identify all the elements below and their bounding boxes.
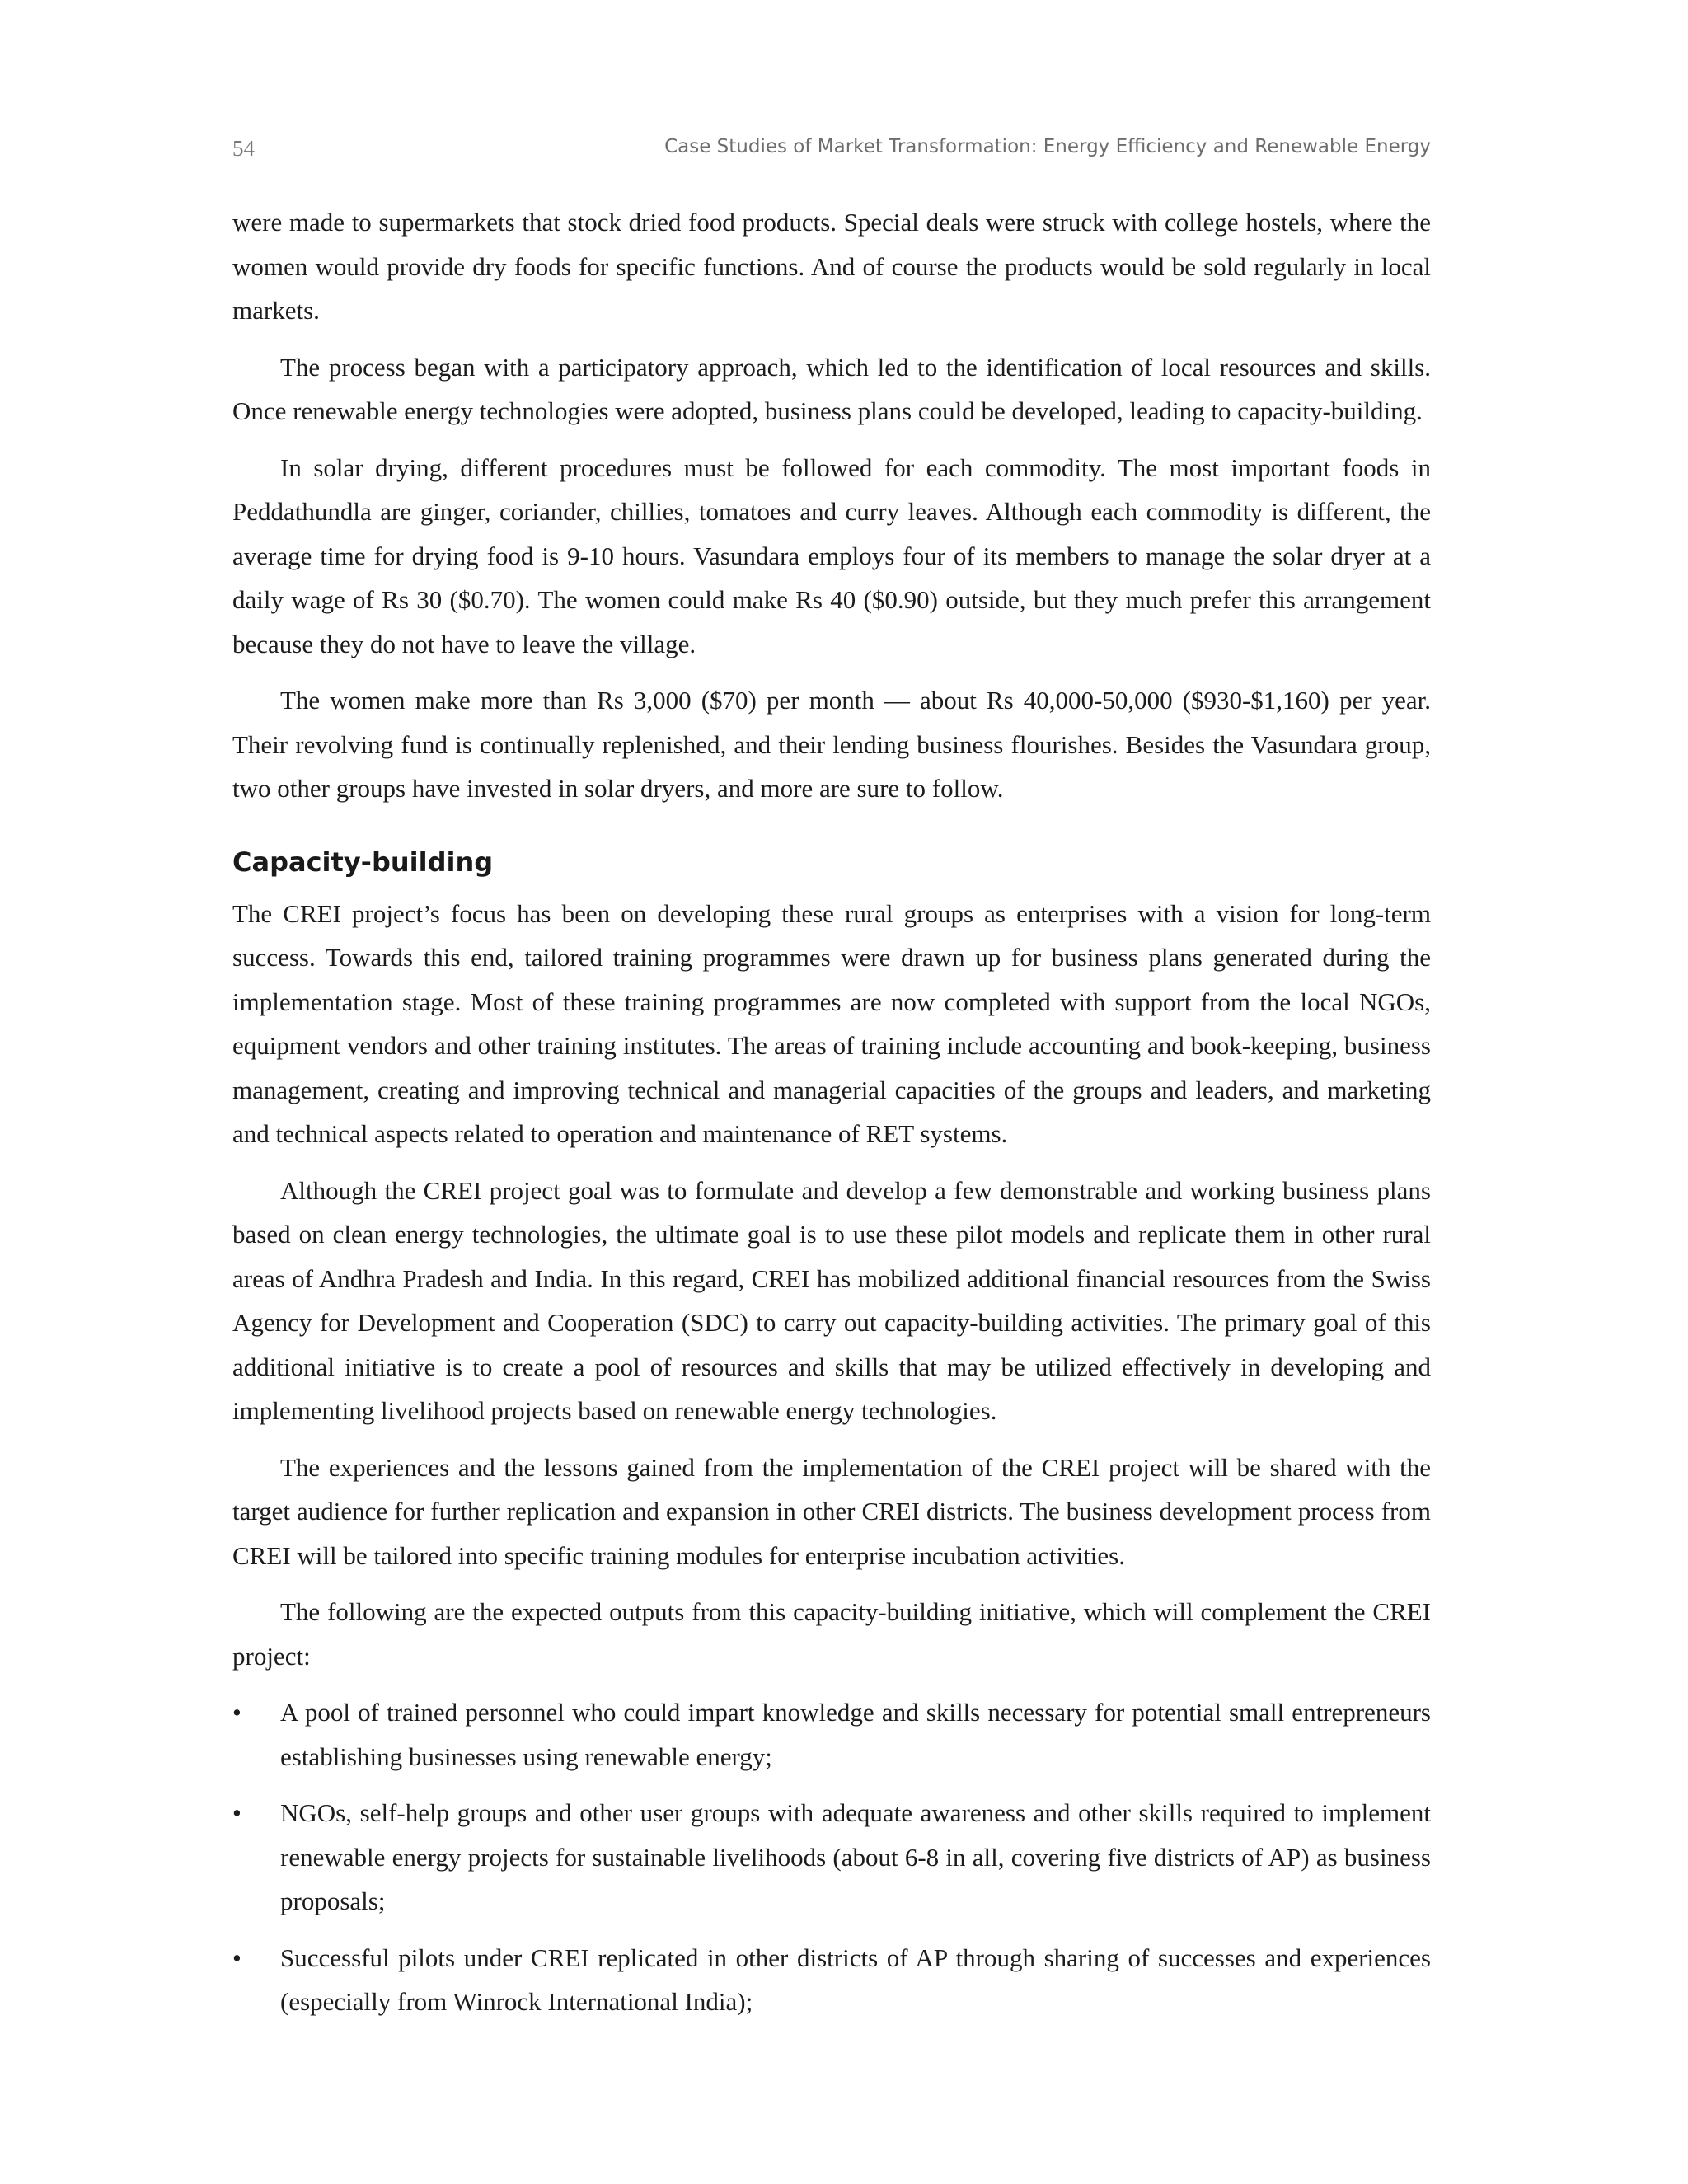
paragraph: The CREI project’s focus has been on developing these rural groups as enterprises with a vision for long-term success. Towards this end, tailored training programmes were drawn up for business plans generated during the implementation stage. Most of these training programmes are now completed with support from the local NGOs, equipment vendors and other training institutes. The areas of training include accounting and book-keeping, business management, creating and improving technical and managerial capacities of the groups and leaders, and marketing and technical aspects related to operation and maintenance of RET systems. <box>232 898 1431 1148</box>
paragraph: The following are the expected outputs from this capacity-building initiative, which will complement the CREI project: <box>232 1597 1431 1671</box>
paragraph: Although the CREI project goal was to formulate and develop a few demonstrable and working business plans based on clean energy technologies, the ultimate goal is to use these pilot models and replicate them in other rural areas of Andhra Pradesh and India. In this regard, CREI has mobilized additional financial resources from the Swiss Agency for Development and Cooperation (SDC) to carry out capacity-building activities. The primary goal of this additional initiative is to create a pool of resources and skills that may be utilized effectively in developing and implementing livelihood projects based on renewable energy technologies. <box>232 1175 1431 1425</box>
list-item <box>232 1936 1431 2024</box>
page-number: 54 <box>232 136 255 161</box>
body-text <box>232 200 1431 2036</box>
list-item <box>232 1690 1431 1779</box>
section-heading: Capacity-building <box>232 846 494 878</box>
paragraph: The process began with a participatory approach, which led to the identification of local resources and skills. Once renewable energy technologies were adopted, business plans could be developed, leading to capacity-building. <box>232 352 1431 425</box>
list-item-text: A pool of trained personnel who could impart knowledge and skills necessary for potential small entrepreneurs establishing businesses using renewable energy; <box>280 1698 1431 1771</box>
paragraph: In solar drying, different procedures must be followed for each commodity. The most important foods in Peddathundla are ginger, coriander, chillies, tomatoes and curry leaves. Although each commodity is different, the average time for drying food is 9-10 hours. Vasundara employs four of its members to manage the solar dryer at a daily wage of Rs 30 ($0.70). The women could make Rs 40 ($0.90) outside, but they much prefer this arrangement because they do not have to leave the village. <box>232 452 1431 658</box>
bullet-marker: • <box>232 1798 241 1827</box>
list-item-text: NGOs, self-help groups and other user groups with adequate awareness and other skills required to implement renewable energy projects for sustainable livelihoods (about 6-8 in all, covering five districts of AP) as business proposals; <box>280 1798 1431 1915</box>
running-header-title: Case Studies of Market Transformation: Energy Efficiency and Renewable Energy <box>664 136 1431 157</box>
paragraph: The women make more than Rs 3,000 ($70) per month — about Rs 40,000-50,000 ($930-$1,160) per year. Their revolving fund is continually replenished, and their lending business flourishes. Besides the Vasundara group, two other groups have invested in solar dryers, and more are sure to follow. <box>232 686 1431 803</box>
bullet-marker: • <box>232 1943 241 1972</box>
running-header <box>232 136 1431 169</box>
bullet-marker: • <box>232 1698 241 1727</box>
list-item <box>232 1791 1431 1924</box>
bullet-list <box>232 1690 1431 2024</box>
paragraph: The experiences and the lessons gained from the implementation of the CREI project will be shared with the target audience for further replication and expansion in other CREI districts. The business development process from CREI will be tailored into specific training modules for enterprise incubation activities. <box>232 1452 1431 1570</box>
list-item-text: Successful pilots under CREI replicated in other districts of AP through sharing of successes and experiences (especially from Winrock International India); <box>280 1943 1431 2016</box>
paragraph: were made to supermarkets that stock dried food products. Special deals were struck with college hostels, where the women would provide dry foods for specific functions. And of course the products would be sold regularly in local markets. <box>232 208 1431 325</box>
